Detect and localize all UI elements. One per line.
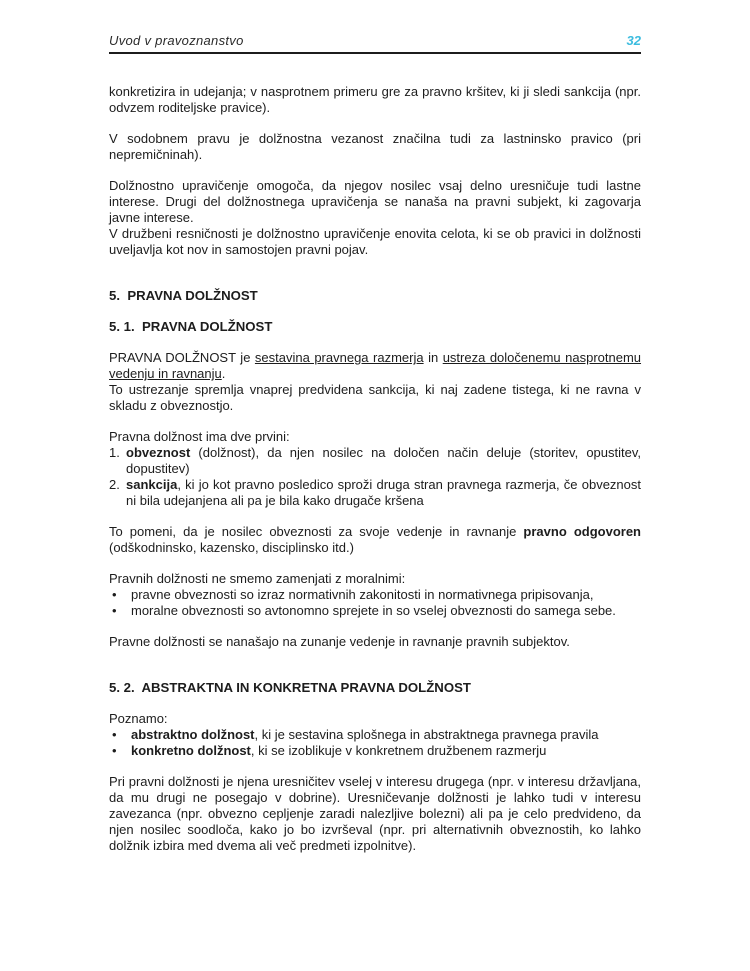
bullet-icon: • — [112, 603, 117, 618]
bullet-item-moralne-obveznosti — [109, 603, 641, 619]
heading-5-1-pravna-dolznost: 5. 1. PRAVNA DOLŽNOST — [109, 319, 273, 334]
numbered-item-obveznost — [109, 445, 641, 477]
bullet-text — [131, 743, 641, 759]
bullet-icon: • — [112, 587, 117, 602]
definition-sentence — [109, 350, 641, 382]
numbered-item-sankcija — [109, 477, 641, 509]
running-title: Uvod v pravoznanstvo — [109, 33, 244, 48]
bullet-item-abstraktno-dolznost — [109, 727, 641, 743]
pomeni-bold: pravno odgovoren — [523, 524, 641, 539]
list-intro-prvini: Pravna dolžnost ima dve prvini: — [109, 429, 290, 444]
bullet-rest: , ki se izoblikuje v konkretnem družbenem razmerju — [250, 743, 547, 758]
item-rest: , ki jo kot pravno posledico sproži druga stran pravnega razmerja, če obveznost ni bila udejanjena ali pa je bila kako drugače kršena — [126, 477, 641, 508]
definition-mid: in — [423, 350, 443, 365]
item-number: 2. — [109, 477, 120, 492]
item-bold-term: obveznost — [126, 445, 191, 460]
bullet-item-konkretno-dolznost — [109, 743, 641, 759]
item-rest: (dolžnost), da njen nosilec na določen način deluje (storitev, opustitev, dopustitev) — [126, 445, 641, 476]
definition-sentence-2: To ustrezanje spremlja vnaprej predvidena sankcija, ki naj zadene tistega, ki ne ravna v skladu z obveznostjo. — [109, 382, 641, 413]
bullet-bold-term: abstraktno dolžnost — [131, 727, 255, 742]
paragraph-upravicenje-line: Dolžnostno upravičenje omogoča, da njegov nosilec vsaj delno uresničuje tudi lastne interese. Drugi del dolžnostnega upravičenja se nanaša na pravni subjekt, ki zagovarja javne interese. — [109, 178, 641, 225]
paragraph-zunanje-vedenje: Pravne dolžnosti se nanašajo na zunanje vedenje in ravnanje pravnih subjektov. — [109, 634, 570, 649]
item-bold-term: sankcija — [126, 477, 178, 492]
heading-5-2-abstraktna-konkretna: 5. 2. ABSTRAKTNA IN KONKRETNA PRAVNA DOLŽNOST — [109, 680, 471, 695]
block-poznamo — [109, 711, 641, 759]
paragraph-druzbena-resnicnost: V družbeni resničnosti je dolžnostno upravičenje enovita celota, ki se ob pravici in dolžnosti uveljavlja kot nov in samostojen pravni pojav. — [109, 226, 641, 257]
definition-underline-2: ustreza določenemu nasprotnemu vedenju in ravnanju — [109, 350, 642, 381]
page-number: 32 — [626, 33, 641, 48]
bullet-icon: • — [112, 727, 117, 742]
definition-underline-1: sestavina pravnega razmerja — [254, 350, 424, 365]
block-moralne-dolznosti — [109, 571, 641, 619]
bullet-item-pravne-obveznosti — [109, 587, 641, 603]
pomeni-lead: To pomeni, da je nosilec obveznosti za svoje vedenje in ravnanje — [109, 524, 524, 539]
bullet-text: moralne obveznosti so avtonomno sprejete in so vselej obveznosti do samega sebe. — [131, 603, 616, 618]
poznamo-intro: Poznamo: — [109, 711, 168, 726]
moral-intro: Pravnih dolžnosti ne smemo zamenjati z moralnimi: — [109, 571, 406, 586]
paragraph-konkretizira: konkretizira in udejanja; v nasprotnem primeru gre za pravno kršitev, ki ji sledi sankcija (npr. odvzem roditeljske pravice). — [109, 84, 641, 115]
item-text — [126, 477, 641, 509]
page-header — [109, 33, 641, 54]
paragraph-uresnicitev-interes: Pri pravni dolžnosti je njena uresničitev vselej v interesu drugega (npr. v interesu državljana, da mu drugi ne posegajo v dobrine). Uresničevanje dolžnosti je lahko tudi v interesu zavezanca (npr. obvezno cepljenje zaradi nalezljive bolezni) ali pa je celo predvideno, da njen nosilec soodloča, kako jo bo izvrševal (npr. pri alternativnih obveznostih, ko lahko dolžnik izbira med dvema ali več predmeti izpolnitve). — [109, 774, 641, 853]
pomeni-tail: (odškodninsko, kazensko, disciplinsko itd.) — [109, 540, 354, 555]
numbered-list-prvini — [109, 445, 641, 509]
paragraph-pravno-odgovoren — [109, 524, 641, 556]
paragraph-dolznostno-upravicenje — [109, 178, 641, 258]
bullet-icon: • — [112, 743, 117, 758]
paragraph-definicija — [109, 350, 641, 414]
item-number: 1. — [109, 445, 120, 460]
heading-5-pravna-dolznost: 5. PRAVNA DOLŽNOST — [109, 288, 258, 303]
bullet-bold-term: konkretno dolžnost — [131, 743, 251, 758]
document-body — [109, 84, 641, 854]
bullet-text: pravne obveznosti so izraz normativnih zakonitosti in normativnega pripisovanja, — [131, 587, 594, 602]
definition-tail: . — [221, 366, 226, 381]
definition-lead: PRAVNA DOLŽNOST je — [109, 350, 255, 365]
paragraph-sodobnem-pravu: V sodobnem pravu je dolžnostna vezanost značilna tudi za lastninsko pravico (pri nepremičninah). — [109, 131, 641, 162]
bullet-text — [131, 727, 641, 743]
bullet-rest: , ki je sestavina splošnega in abstraktnega pravnega pravila — [254, 727, 599, 742]
item-text — [126, 445, 641, 477]
